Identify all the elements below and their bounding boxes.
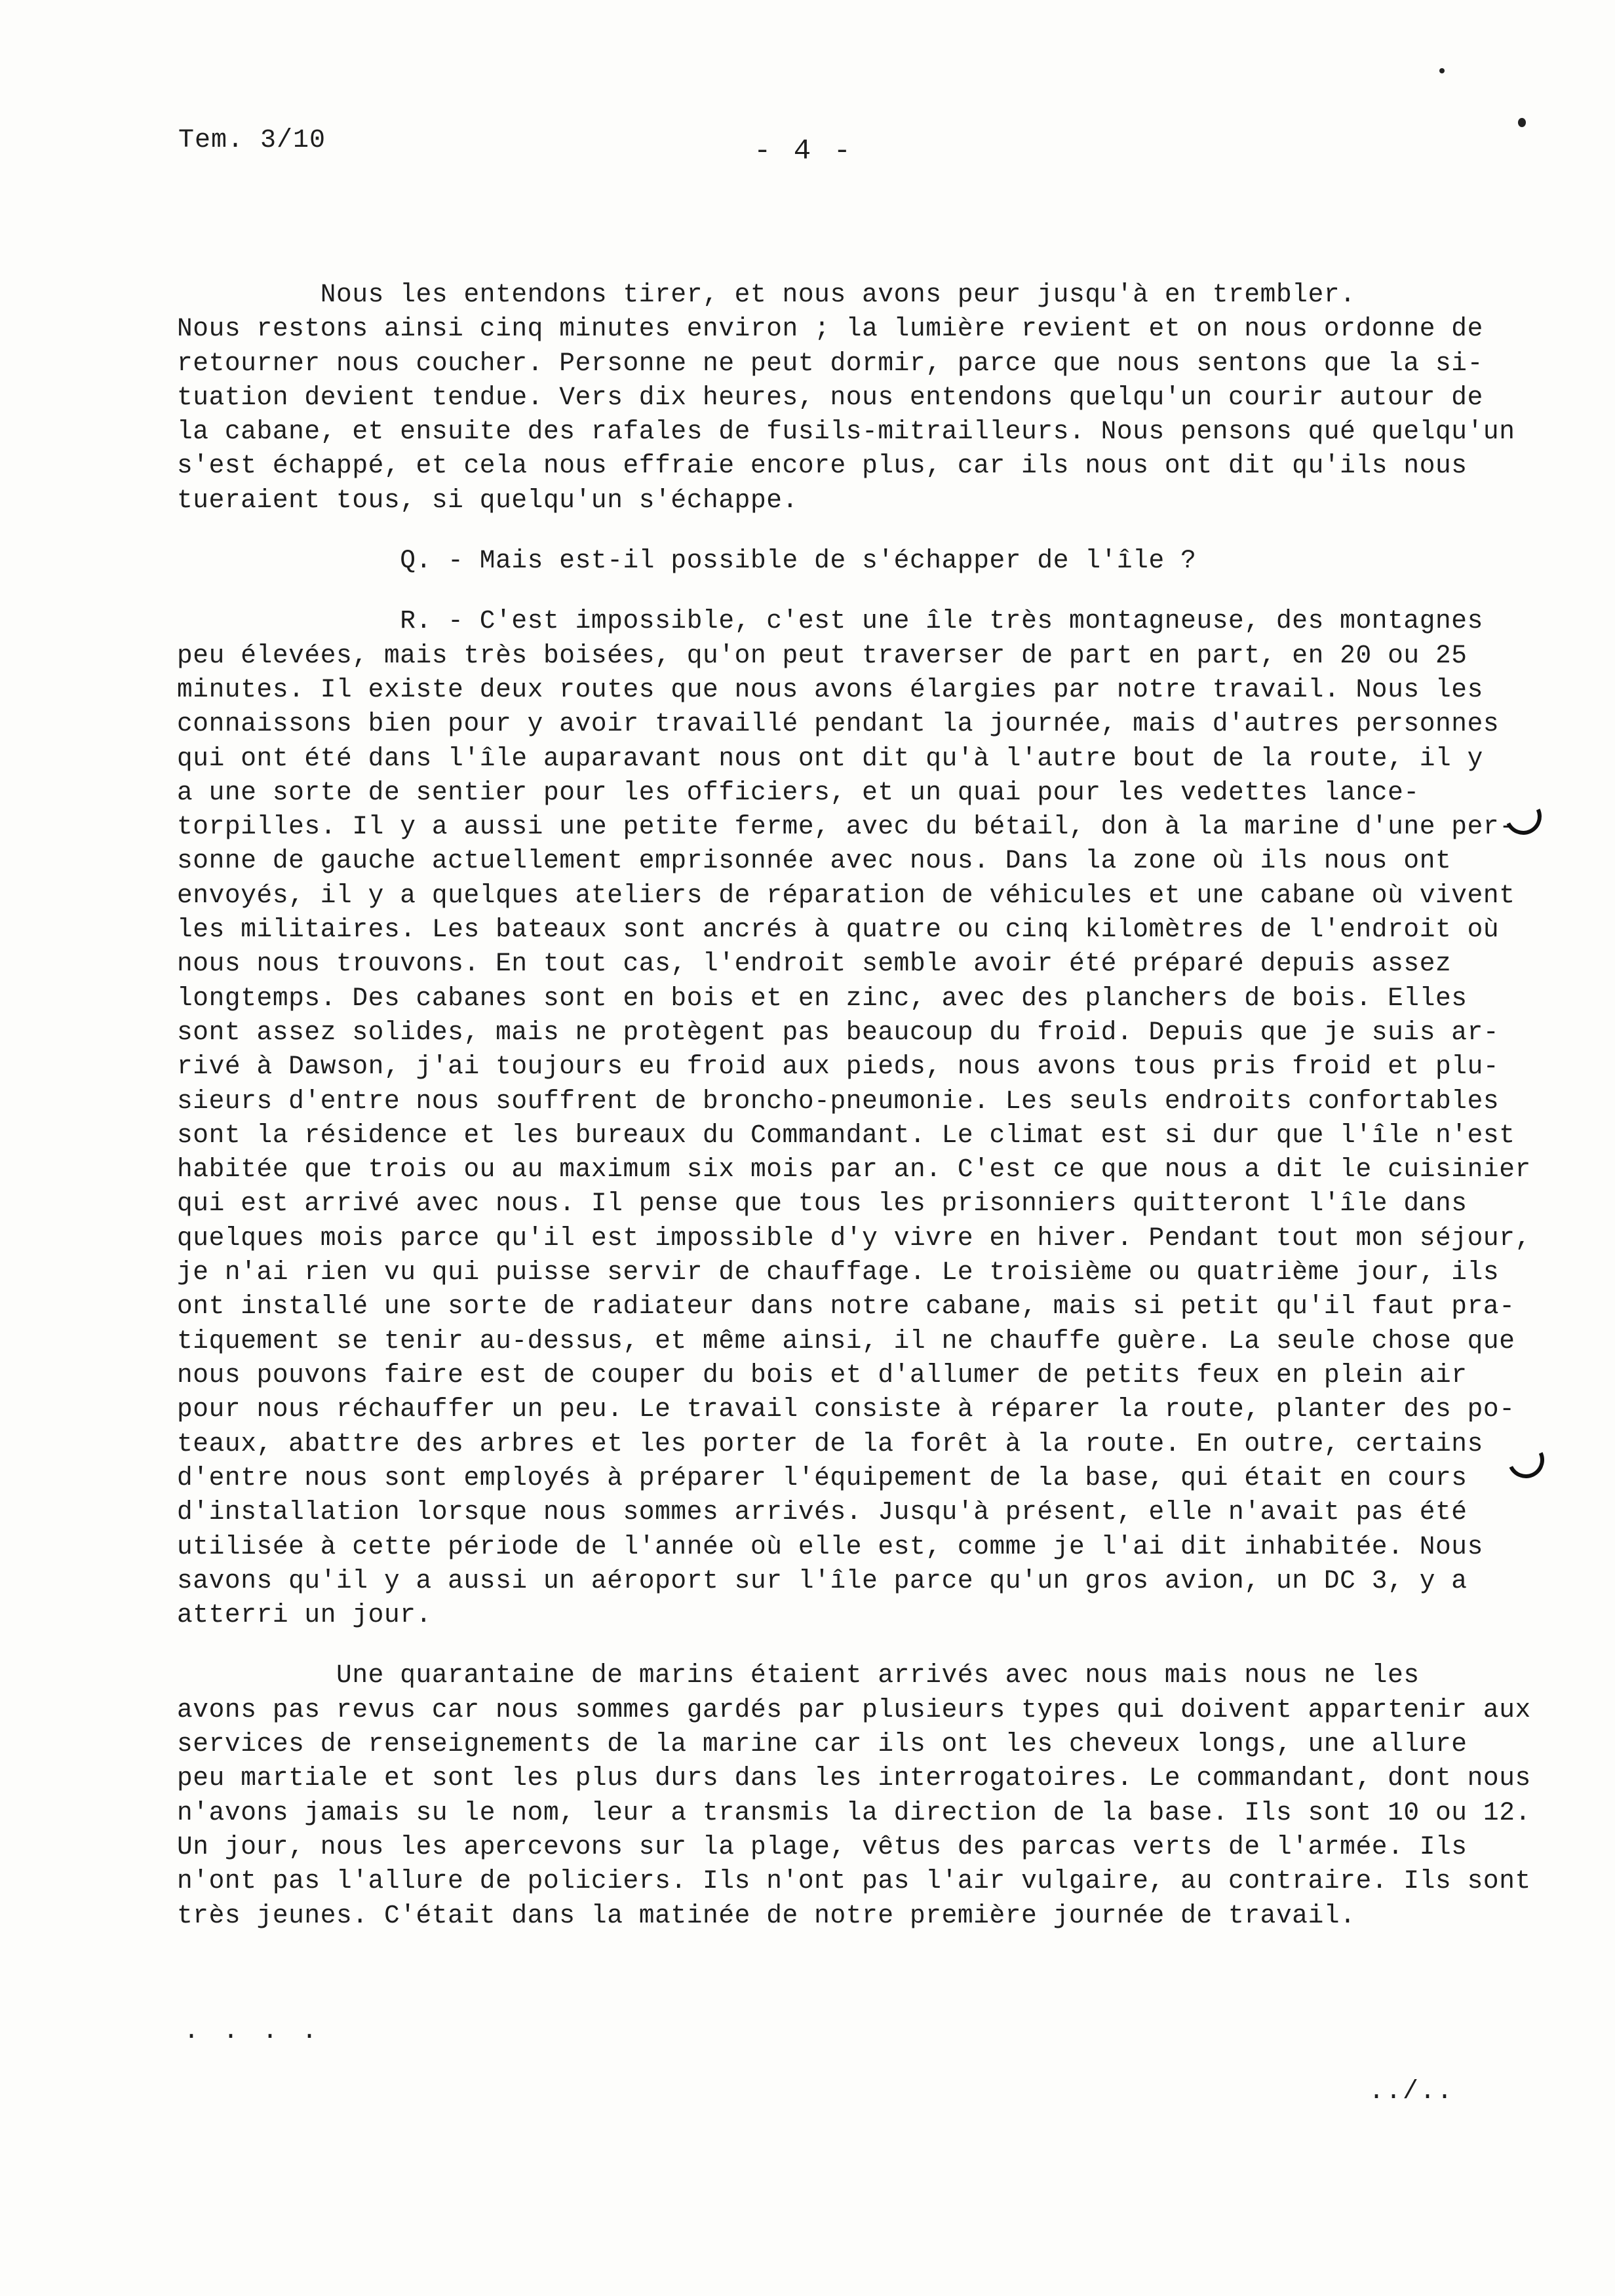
- text-line: qui ont été dans l'île auparavant nous ont dit qu'à l'autre bout de la route, il y: [177, 744, 1483, 773]
- punch-hole-mark: [1502, 1436, 1549, 1483]
- text-line: n'avons jamais su le nom, leur a transmis la direction de la base. Ils sont 10 ou 12.: [177, 1798, 1531, 1827]
- text-line: nous pouvons faire est de couper du bois et d'allumer de petits feux en plein air: [177, 1360, 1468, 1390]
- text-line: ont installé une sorte de radiateur dans notre cabane, mais si petit qu'il faut pra-: [177, 1292, 1515, 1321]
- scan-speck: [1439, 68, 1445, 73]
- text-line: les militaires. Les bateaux sont ancrés à quatre ou cinq kilomètres de l'endroit où: [177, 915, 1500, 944]
- document-reference: Tem. 3/10: [178, 126, 326, 155]
- text-line: minutes. Il existe deux routes que nous avons élargies par notre travail. Nous les: [177, 675, 1483, 704]
- text-line: R. - C'est impossible, c'est une île très montagneuse, des montagnes: [177, 606, 1483, 636]
- text-line: a une sorte de sentier pour les officiers, et un quai pour les vedettes lance-: [177, 778, 1420, 807]
- text-line: utilisée à cette période de l'année où elle est, comme je l'ai dit inhabitée. Nous: [177, 1532, 1483, 1561]
- text-line: sont assez solides, mais ne protègent pas beaucoup du froid. Depuis que je suis ar-: [177, 1018, 1500, 1047]
- text-line: pour nous réchauffer un peu. Le travail consiste à réparer la route, planter des po-: [177, 1394, 1515, 1424]
- text-line: Q. - Mais est-il possible de s'échapper de l'île ?: [177, 546, 1197, 575]
- text-line: longtemps. Des cabanes sont en bois et en zinc, avec des planchers de bois. Elles: [177, 984, 1468, 1013]
- continued-mark: ../..: [1369, 2077, 1454, 2107]
- text-line: Nous restons ainsi cinq minutes environ ; la lumière revient et on nous ordonne de: [177, 314, 1483, 343]
- text-line: tiquement se tenir au-dessus, et même ainsi, il ne chauffe guère. La seule chose que: [177, 1326, 1515, 1356]
- text-line: habitée que trois ou au maximum six mois par an. C'est ce que nous a dit le cuisinier: [177, 1155, 1531, 1184]
- text-line: s'est échappé, et cela nous effraie encore plus, car ils nous ont dit qu'ils nous: [177, 451, 1468, 480]
- text-line: sonne de gauche actuellement emprisonnée avec nous. Dans la zone où ils nous ont: [177, 846, 1452, 875]
- text-line: qui est arrivé avec nous. Il pense que tous les prisonniers quitteront l'île dans: [177, 1189, 1468, 1218]
- text-line: tueraient tous, si quelqu'un s'échappe.: [177, 486, 798, 515]
- text-line: sont la résidence et les bureaux du Commandant. Le climat est si dur que l'île n'est: [177, 1120, 1515, 1150]
- text-line: je n'ai rien vu qui puisse servir de chauffage. Le troisième ou quatrième jour, ils: [177, 1257, 1500, 1287]
- text-line: la cabane, et ensuite des rafales de fusils-mitrailleurs. Nous pensons qué quelqu'un: [177, 417, 1515, 446]
- scan-speck: [1518, 118, 1526, 127]
- text-line: peu élevées, mais très boisées, qu'on peut traverser de part en part, en 20 ou 25: [177, 641, 1468, 670]
- text-line: quelques mois parce qu'il est impossible d'y vivre en hiver. Pendant tout mon séjour,: [177, 1223, 1531, 1253]
- text-line: Nous les entendons tirer, et nous avons peur jusqu'à en trembler.: [177, 280, 1356, 309]
- text-line: sieurs d'entre nous souffrent de broncho-pneumonie. Les seuls endroits confortables: [177, 1086, 1500, 1116]
- text-line: savons qu'il y a aussi un aéroport sur l'île parce qu'un gros avion, un DC 3, y a: [177, 1566, 1468, 1596]
- text-line: avons pas revus car nous sommes gardés par plusieurs types qui doivent appartenir aux: [177, 1695, 1531, 1725]
- text-line: très jeunes. C'était dans la matinée de notre première journée de travail.: [177, 1901, 1356, 1930]
- text-line: Un jour, nous les apercevons sur la plage, vêtus des parcas verts de l'armée. Ils: [177, 1832, 1468, 1862]
- text-line: d'installation lorsque nous sommes arrivés. Jusqu'à présent, elle n'avait pas été: [177, 1497, 1468, 1527]
- text-line: rivé à Dawson, j'ai toujours eu froid aux pieds, nous avons tous pris froid et plu-: [177, 1052, 1500, 1081]
- text-line: tuation devient tendue. Vers dix heures, nous entendons quelqu'un courir autour de: [177, 383, 1483, 412]
- text-line: d'entre nous sont employés à préparer l'équipement de la base, qui était en cours: [177, 1463, 1468, 1493]
- text-line: torpilles. Il y a aussi une petite ferme, avec du bétail, don à la marine d'une per-: [177, 812, 1515, 841]
- text-line: atterri un jour.: [177, 1600, 432, 1630]
- ellipsis-mark: . . . .: [184, 2017, 322, 2046]
- page-number: - 4 -: [754, 135, 854, 168]
- text-line: Une quarantaine de marins étaient arrivés avec nous mais nous ne les: [177, 1660, 1420, 1690]
- text-line: teaux, abattre des arbres et les porter de la forêt à la route. En outre, certains: [177, 1429, 1483, 1459]
- text-line: services de renseignements de la marine car ils ont les cheveux longs, une allure: [177, 1729, 1468, 1759]
- text-line: retourner nous coucher. Personne ne peut dormir, parce que nous sentons que la si-: [177, 349, 1483, 378]
- text-line: n'ont pas l'allure de policiers. Ils n'ont pas l'air vulgaire, au contraire. Ils sont: [177, 1866, 1531, 1896]
- text-line: connaissons bien pour y avoir travaillé pendant la journée, mais d'autres personnes: [177, 709, 1500, 738]
- text-line: peu martiale et sont les plus durs dans les interrogatoires. Le commandant, dont nous: [177, 1763, 1531, 1793]
- text-line: envoyés, il y a quelques ateliers de réparation de véhicules et une cabane où vivent: [177, 881, 1515, 910]
- text-line: nous nous trouvons. En tout cas, l'endroit semble avoir été préparé depuis assez: [177, 949, 1452, 978]
